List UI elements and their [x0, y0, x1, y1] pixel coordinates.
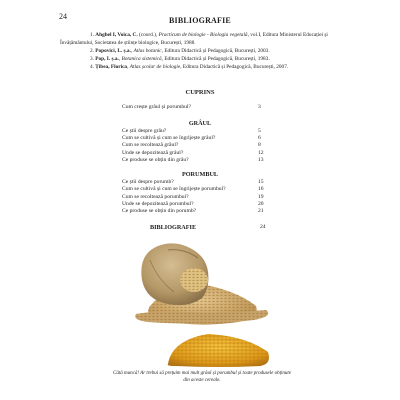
toc-entry-label: Cum se cultivă și cum se îngrijește grâul? — [122, 135, 216, 141]
bibliography-entry — [60, 55, 360, 63]
entry-number: 4. — [90, 64, 96, 70]
toc-entry — [122, 142, 268, 149]
entry-authors: Ahghel I, Voica, C. — [95, 32, 138, 38]
entry-authors: Popovici, L. ș.a. — [95, 48, 131, 54]
entry-separator: , — [130, 48, 134, 54]
entry-publisher: , vol.I, Editura Ministerul Educației și Învățământului, Societatea de științe biologice, București, 1988. — [60, 32, 328, 46]
toc-entry — [122, 104, 268, 111]
toc-entry — [122, 157, 268, 164]
toc-entry-page: 6 — [258, 135, 261, 141]
entry-separator: (coord.), — [137, 32, 159, 38]
figure-caption: Câtă muncă! Ar trebui să prețuim mai mult grâul și porumbul și toate produsele obținute din aceste cereale. — [113, 371, 291, 383]
entry-publisher: , Editura Didactică și Pedagogică, București, 2007. — [180, 64, 289, 70]
toc-entry-label: Unde se depozitează porumbul? — [122, 201, 194, 207]
entry-separator: , — [118, 56, 122, 62]
bibliography-entry — [60, 31, 360, 47]
toc-entry-page: 12 — [258, 150, 264, 156]
toc-entry-label: Ce produse se obțin din porumb? — [122, 208, 197, 214]
toc-entry-label: Cum crește grâul și porumbul? — [122, 104, 191, 110]
toc-entry — [122, 186, 268, 193]
entry-publisher: , Editura Didactică și Pedagogică, București, 1983. — [161, 56, 270, 62]
toc-entry-page: 8 — [258, 142, 261, 148]
toc-entry — [122, 135, 268, 142]
bibliography-entry — [60, 63, 360, 71]
toc-entry-page: 3 — [258, 104, 261, 110]
entry-number: 2. — [90, 48, 96, 54]
toc-entry-label: Cum se recoltează porumbul? — [122, 194, 189, 200]
toc-entry-label: Ce știi despre porumb? — [122, 179, 174, 185]
toc-entry-label: Cum se cultivă și cum se îngrijește porumbul? — [122, 186, 226, 192]
toc-entry-page: 20 — [258, 201, 264, 207]
bibliography-list — [60, 31, 360, 71]
burlap-sack — [141, 243, 208, 305]
bibliography-title: BIBLIOGRAFIE — [169, 16, 231, 25]
toc-entry — [122, 128, 268, 135]
toc-entry-page: 15 — [258, 179, 264, 185]
toc-entry — [122, 208, 268, 215]
section-heading-wheat: GRÂUL — [188, 120, 212, 127]
entry-number: 1. — [90, 32, 96, 38]
toc-entry-page: 16 — [258, 186, 264, 192]
toc-entry — [122, 179, 268, 186]
entry-title: Practicum de biologie - Biologia vegetală — [158, 32, 248, 38]
page-number: 24 — [59, 12, 67, 21]
toc-entry — [122, 194, 268, 201]
toc-entry-page: 19 — [258, 194, 264, 200]
entry-title: Atlas botanic — [133, 48, 162, 54]
entry-authors: Pop, I. ș.a. — [95, 56, 119, 62]
section-heading-corn: PORUMBUL — [181, 171, 219, 178]
toc-entry-label: Cum se recoltează grâul? — [122, 142, 179, 148]
entry-separator: , — [127, 64, 130, 70]
toc-entry-page: 21 — [258, 208, 264, 214]
entry-title: Atlas școlar de biologie — [129, 64, 181, 70]
toc-bibliography-heading: BIBLIOGRAFIE — [150, 224, 197, 231]
entry-publisher: , Editura Didactică și Pedagogică, București, 2003. — [161, 48, 270, 54]
toc-entry-label: Ce știi despre grâu? — [122, 128, 167, 134]
toc-entry — [122, 201, 268, 208]
toc-bibliography-page: 24 — [260, 224, 266, 230]
entry-title: Botanica sistemică — [121, 56, 162, 62]
toc-entry-page: 13 — [258, 157, 264, 163]
grain-sack-illustration — [128, 240, 278, 368]
corn-kernels-pile — [168, 334, 269, 367]
toc-entry-page: 5 — [258, 128, 261, 134]
toc-entry — [122, 150, 268, 157]
toc-entry-label: Unde se depozitează grâul? — [122, 150, 184, 156]
bibliography-entry — [60, 47, 360, 55]
entry-authors: Țibea, Florica — [95, 64, 128, 70]
contents-title: CUPRINS — [185, 89, 215, 96]
toc-entry-label: Ce produse se obțin din grâu? — [122, 157, 189, 163]
entry-number: 3. — [90, 56, 96, 62]
